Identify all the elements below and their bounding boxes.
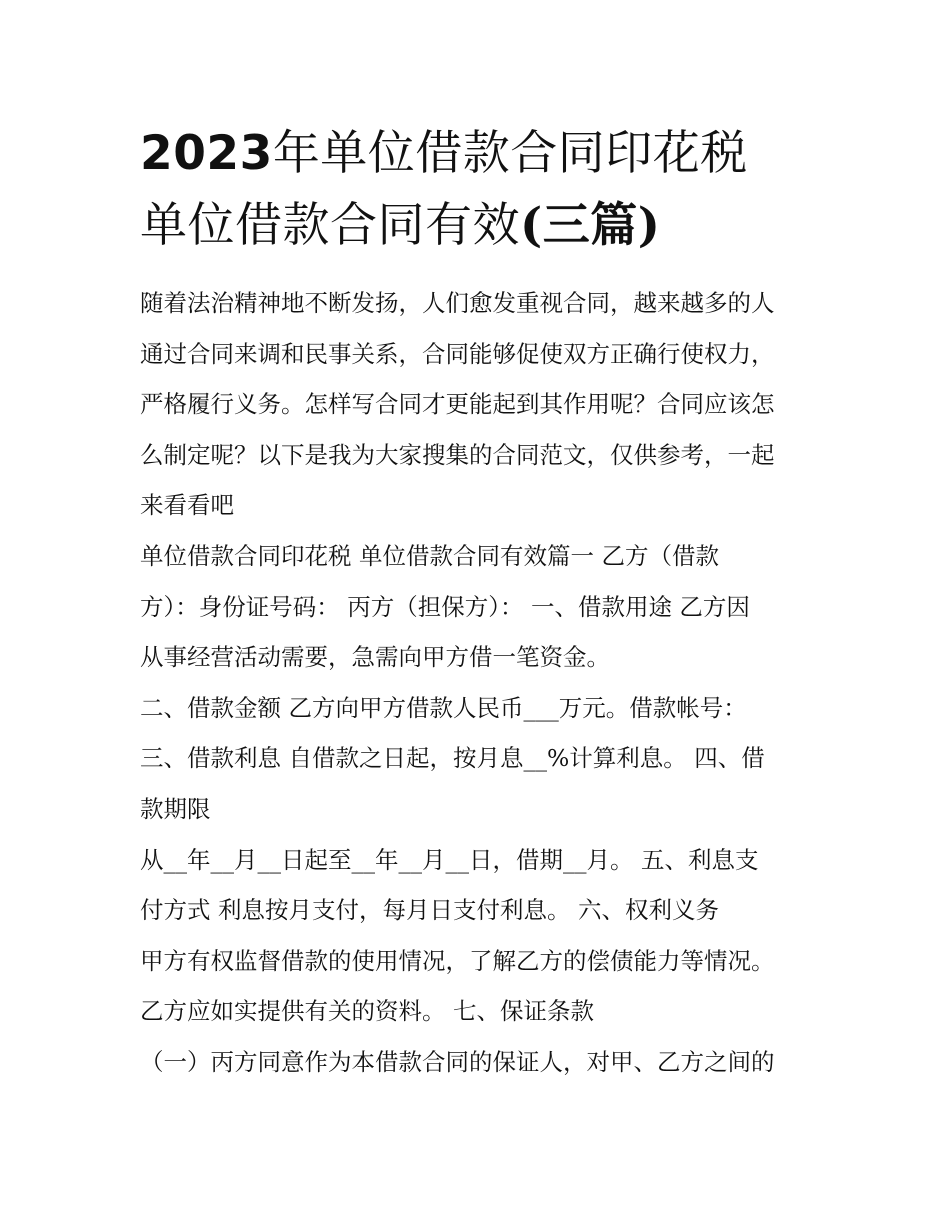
paragraph-intro	[140, 278, 820, 531]
paragraph-loan-interest	[140, 733, 820, 834]
title-year: 2023	[140, 126, 273, 181]
text-line: 随着法治精神地不断发扬，人们愈发重视合同，越来越多的人	[140, 289, 775, 317]
text-line: 从事经营活动需要，急需向甲方借一笔资金。	[140, 643, 610, 672]
title-line-1	[140, 118, 820, 190]
text-line: （一）丙方同意作为本借款合同的保证人，对甲、乙方之间的	[140, 1047, 775, 1076]
title-line-2-text: 单位借款合同有效	[140, 198, 520, 253]
paragraph-loan-amount	[140, 683, 820, 734]
paragraph-parties	[140, 531, 820, 683]
paragraph-rights	[140, 936, 820, 1037]
paragraph-guarantee	[140, 1037, 820, 1088]
text-line: 严格履行义务。怎样写合同才更能起到其作用呢？合同应该怎	[140, 390, 775, 419]
text-line: 从__年__月__日起至__年__月__日，借期__月。 五、利息支	[140, 845, 759, 874]
document-title	[140, 118, 820, 262]
document-page	[140, 118, 820, 1088]
text-line: 付方式 利息按月支付，每月日支付利息。 六、权利义务	[140, 896, 719, 925]
title-line-2	[140, 190, 820, 262]
text-line: 单位借款合同印花税 单位借款合同有效篇一 乙方（借款	[140, 541, 719, 570]
text-line: 通过合同来调和民事关系，合同能够促使双方正确行使权力，	[140, 339, 775, 368]
text-line: 乙方应如实提供有关的资料。 七、保证条款	[140, 997, 594, 1026]
text-line: 来看看吧	[140, 491, 234, 520]
text-line: 方）：身份证号码： 丙方（担保方）： 一、借款用途 乙方因	[140, 592, 750, 621]
paragraph-loan-term	[140, 835, 820, 936]
title-line-1-text: 年单位借款合同印花税	[272, 126, 748, 181]
document-body	[140, 278, 820, 1088]
text-line: 甲方有权监督借款的使用情况，了解乙方的偿债能力等情况。	[140, 946, 775, 975]
text-line: 款期限	[140, 794, 211, 823]
text-line: 么制定呢？以下是我为大家搜集的合同范文，仅供参考，一起	[140, 440, 775, 469]
text-line: 二、借款金额 乙方向甲方借款人民币___万元。借款帐号：	[140, 693, 747, 722]
title-line-2-paren: (三篇)	[520, 198, 661, 253]
text-line: 三、借款利息 自借款之日起，按月息__%计算利息。 四、借	[140, 744, 765, 773]
